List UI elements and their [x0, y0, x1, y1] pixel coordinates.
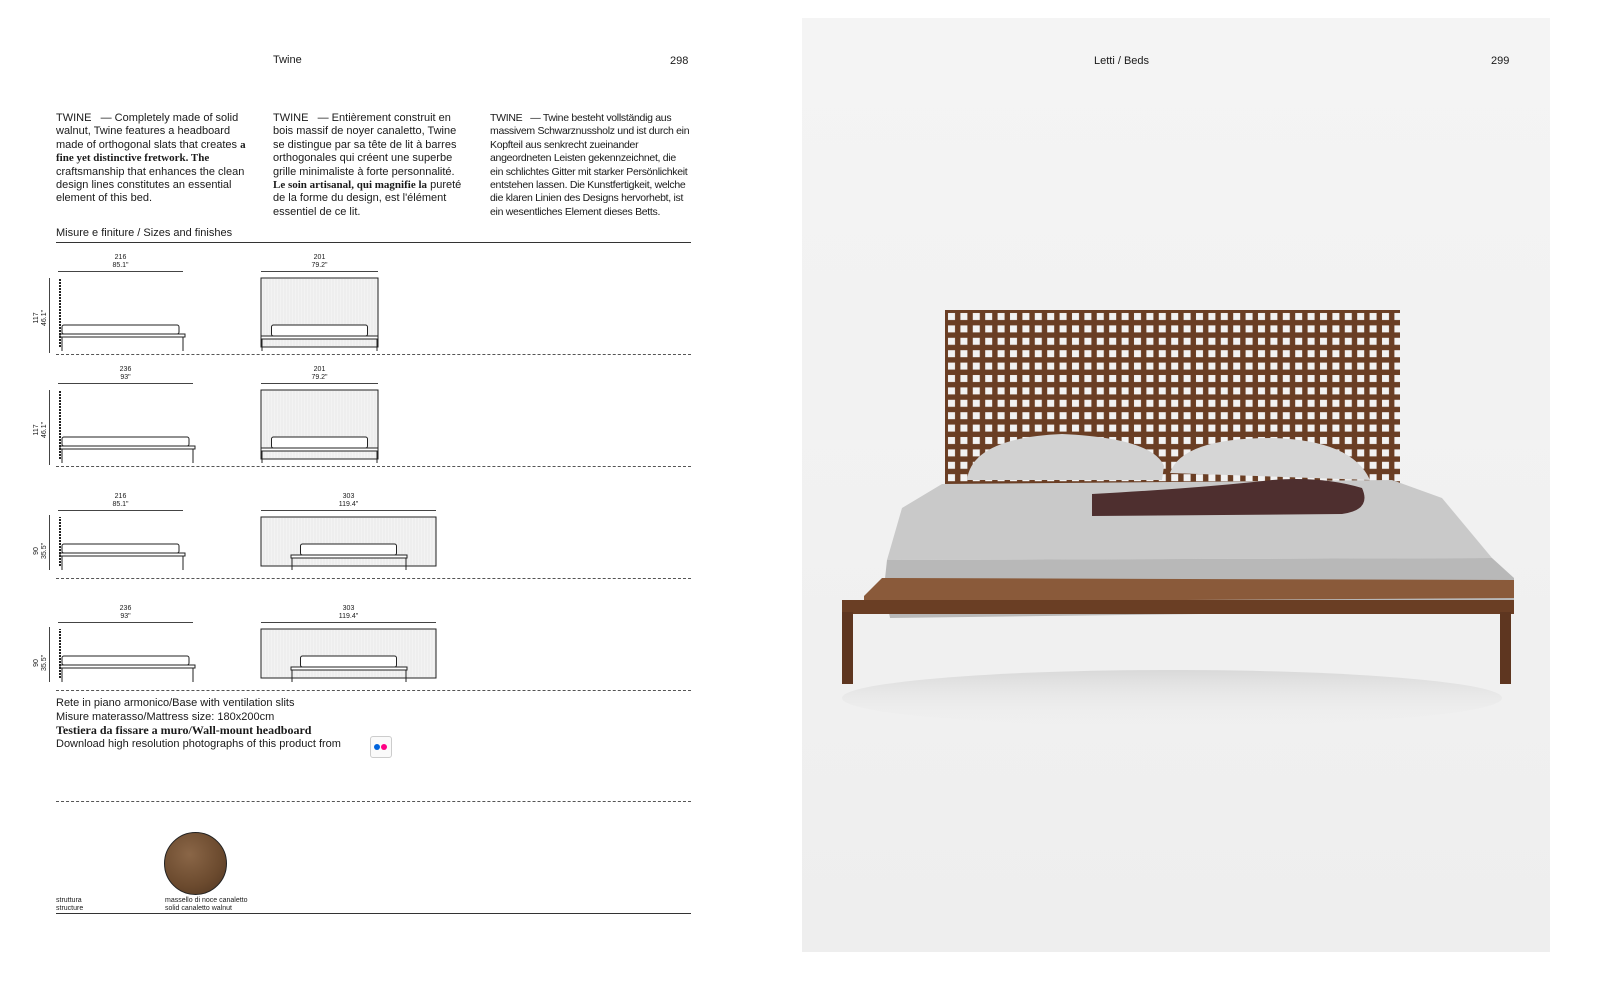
text: — Entièrement construit en bois massif de noyer canaletto, Twine se distingue par sa tête de lit à barres orthogonales qui créent une superbe grille minimaliste à forte personnalité.	[273, 112, 457, 178]
info-download: Download high resolution photographs of this product from	[56, 737, 341, 750]
leg-front-right	[1500, 612, 1511, 684]
info-mattress: Misure materasso/Mattress size: 180x200cm	[56, 710, 275, 723]
side-width-cm: 216	[114, 493, 127, 500]
front-width-label	[261, 366, 378, 382]
lead: TWINE	[490, 112, 523, 124]
side-width-label	[58, 493, 183, 509]
height-line	[49, 278, 50, 353]
flickr-icon[interactable]	[370, 736, 392, 758]
height-cm: 117	[33, 312, 40, 324]
divider	[56, 578, 691, 579]
front-mattress	[272, 325, 368, 336]
divider	[56, 466, 691, 467]
height-cm: 90	[33, 659, 40, 667]
height-in: 46.1"	[41, 421, 48, 438]
leg-front-left	[842, 612, 853, 684]
floor-shadow	[842, 670, 1502, 726]
divider	[56, 242, 691, 243]
side-width-label	[58, 366, 193, 382]
dim-line	[261, 622, 436, 623]
side-width-label	[58, 605, 193, 621]
lead: TWINE	[273, 112, 309, 124]
height-line	[49, 390, 50, 465]
product-photo-page	[802, 18, 1550, 952]
front-mattress	[272, 437, 368, 448]
front-width-label	[261, 605, 436, 621]
side-frame	[60, 665, 195, 668]
side-width-in: 85.1"	[112, 262, 129, 269]
bed-outline-drawing	[55, 274, 433, 359]
front-width-cm: 201	[313, 254, 326, 261]
walnut-swatch	[164, 832, 227, 895]
swatch-label	[165, 897, 248, 913]
height-cm: 90	[33, 547, 40, 555]
frame-rail	[842, 600, 1514, 614]
side-width-cm: 236	[119, 366, 132, 373]
finish-label-it: struttura	[56, 897, 82, 904]
finish-label	[56, 897, 83, 913]
description-en	[56, 112, 256, 206]
divider	[56, 801, 691, 802]
front-width-in: 79.2"	[311, 374, 328, 381]
height-in: 35.5"	[41, 542, 48, 559]
description-fr	[273, 112, 468, 219]
side-mattress	[62, 544, 179, 553]
front-headboard	[261, 517, 436, 566]
front-mattress	[301, 544, 397, 555]
height-label	[33, 422, 49, 438]
front-width-label	[261, 493, 436, 509]
info-headboard: Testiera da fissare a muro/Wall-mount headboard	[56, 723, 312, 737]
section-title: Twine	[273, 54, 302, 66]
finish-label-en: structure	[56, 905, 84, 912]
side-width-label	[58, 254, 183, 270]
info-base: Rete in piano armonico/Base with ventilation slits	[56, 697, 295, 709]
side-width-in: 85.1"	[112, 501, 129, 508]
front-width-cm: 303	[342, 493, 355, 500]
front-width-cm: 303	[342, 605, 355, 612]
dim-line	[58, 383, 193, 384]
front-width-in: 79.2"	[311, 262, 328, 269]
side-frame	[60, 334, 185, 337]
height-cm: 117	[33, 424, 40, 436]
dim-line	[261, 271, 378, 272]
height-label	[33, 655, 49, 671]
bed-outline-drawing	[55, 625, 491, 690]
dim-line	[58, 510, 183, 511]
bed-photo	[802, 18, 1550, 952]
tail: craftsmanship that enhances the clean design lines constitutes an essential element of this bed.	[56, 165, 245, 205]
front-width-cm: 201	[313, 366, 326, 373]
height-in: 35.5"	[41, 654, 48, 671]
front-width-in: 119.4"	[338, 501, 359, 508]
dim-line	[261, 383, 378, 384]
emphasis: Le soin artisanal, qui magnifie la	[273, 179, 428, 192]
sizes-title: Misure e finiture / Sizes and finishes	[56, 227, 233, 239]
page-number-left: 298	[670, 55, 689, 67]
divider	[56, 913, 691, 914]
height-label	[33, 543, 49, 559]
text: — Twine besteht vollständig aus massivem Schwarznussholz und ist durch ein Kopfteil aus senkrecht zueinander angeordneten Leisten gekennzeichnet, die ein schlichtes Gitter mit starker Persönlichkeit entstehen lassen. Die Kunstfertigkeit, welche die klaren Linien des Designs hervorhebt, ist ein wesentliches Element dieses Betts.	[490, 112, 690, 218]
front-frame	[291, 555, 407, 558]
height-line	[49, 627, 50, 682]
dim-line	[58, 271, 183, 272]
front-frame	[291, 667, 407, 670]
dim-line	[261, 510, 436, 511]
emphasis: a fine yet distinctive fretwork. The	[56, 138, 246, 165]
section-title-right: Letti / Beds	[1094, 55, 1150, 67]
lead: TWINE	[56, 112, 92, 124]
dim-line	[58, 622, 193, 623]
side-width-in: 93"	[120, 374, 131, 381]
tail: pureté de la forme du design, est l'élément essentiel de ce lit.	[273, 179, 462, 218]
height-in: 46.1"	[41, 309, 48, 326]
front-frame	[261, 448, 378, 451]
front-mattress	[301, 656, 397, 667]
side-frame	[60, 553, 185, 556]
bed-outline-drawing	[55, 386, 433, 471]
text: — Completely made of solid walnut, Twine features a headboard made of orthogonal slats that creates	[56, 112, 239, 151]
side-width-cm: 236	[119, 605, 132, 612]
divider	[56, 690, 691, 691]
height-line	[49, 515, 50, 570]
side-mattress	[62, 437, 189, 446]
front-headboard	[261, 629, 436, 678]
height-label	[33, 310, 49, 326]
swatch-label-it: massello di noce canaletto	[165, 897, 248, 904]
side-mattress	[62, 325, 179, 334]
page-number-right: 299	[1491, 55, 1510, 67]
frame-top	[864, 578, 1514, 602]
side-frame	[60, 446, 195, 449]
bed-outline-drawing	[55, 513, 491, 578]
swatch-label-en: solid canaletto walnut	[165, 905, 232, 912]
description-de	[490, 112, 690, 219]
front-frame	[261, 336, 378, 339]
front-width-label	[261, 254, 378, 270]
side-width-cm: 216	[114, 254, 127, 261]
divider	[56, 354, 691, 355]
side-mattress	[62, 656, 189, 665]
side-width-in: 93"	[120, 613, 131, 620]
product-info	[56, 697, 341, 751]
front-width-in: 119.4"	[338, 613, 359, 620]
